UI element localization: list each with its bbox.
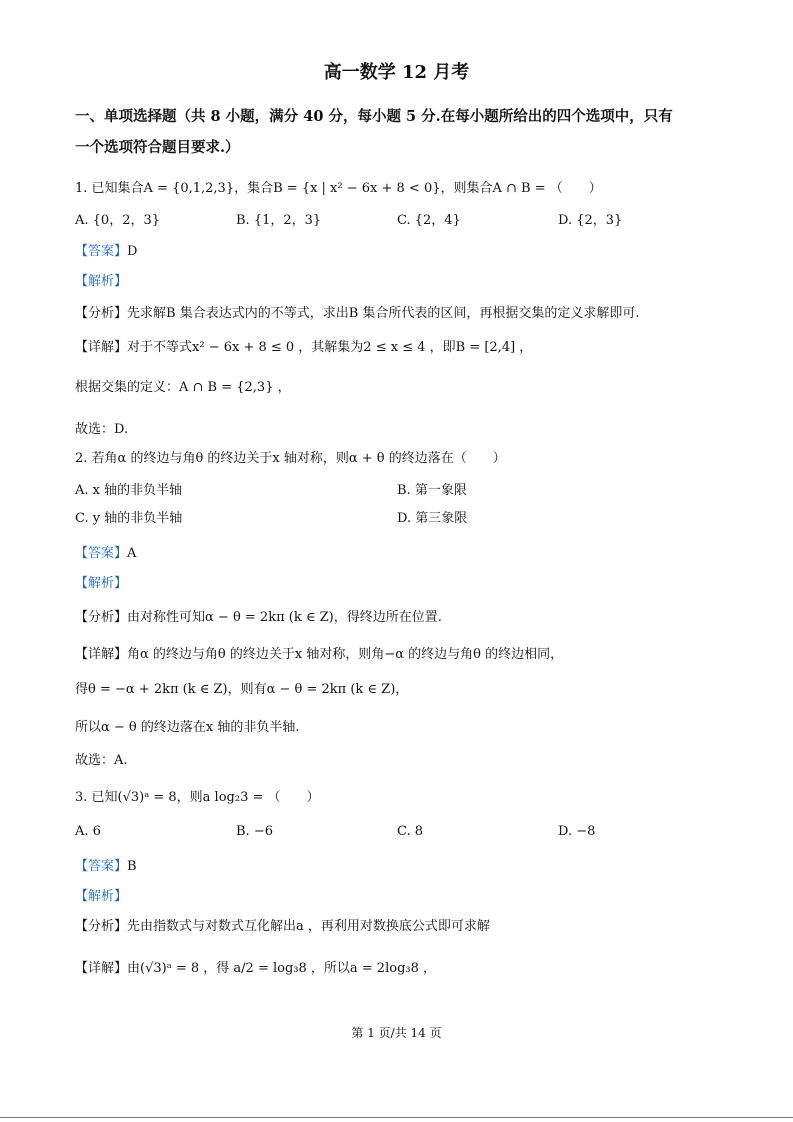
q2-answer: [75, 545, 136, 563]
answer-tag: 【答案】: [75, 244, 128, 259]
q3-analysis: [75, 918, 490, 936]
q3-option-b: B. −6: [236, 824, 273, 839]
page-footer: 第 1 页/共 14 页: [351, 1026, 442, 1040]
q1-option-d: D. {2，3}: [558, 213, 623, 228]
q3-option-a: A. 6: [75, 824, 101, 839]
detail-text: 由(√3)ᵃ = 8 ，得 a/2 = log₃8 ，所以a = 2log₃8 ，: [127, 961, 437, 976]
q2-option-b: B. 第一象限: [397, 483, 467, 498]
answer-value: B: [127, 859, 137, 874]
detail-tag: 【详解】: [75, 647, 128, 662]
q3-option-d: D. −8: [558, 824, 596, 839]
q1-answer: [75, 243, 137, 261]
q2-analysis: [75, 609, 442, 627]
section-heading-line1: 一、单项选择题（共 8 小题，满分 40 分，每小题 5 分.在每小题所给出的四个选项中，只有: [75, 108, 673, 125]
answer-value: D: [127, 244, 138, 259]
q1-detail: [75, 339, 532, 357]
q2-conclusion: 故选：A.: [75, 753, 128, 768]
answer-value: A: [127, 546, 137, 561]
q3-answer: [75, 858, 137, 876]
section-heading-line2: 一个选项符合题目要求.）: [75, 139, 240, 156]
q1-stem: 1. 已知集合A = {0,1,2,3}，集合B = {x | x² − 6x + 8 < 0}，则集合A ∩ B = （ ）: [75, 181, 602, 196]
analysis-tag: 【分析】: [75, 919, 128, 934]
q1-option-b: B. {1，2，3}: [236, 213, 322, 228]
analysis-text: 由对称性可知α − θ = 2kπ (k ∈ Z)，得终边所在位置.: [127, 610, 442, 625]
answer-tag: 【答案】: [75, 859, 128, 874]
q1-option-a: A. {0，2，3}: [75, 213, 161, 228]
q1-conclusion: 故选：D.: [75, 422, 129, 437]
bottom-divider: [0, 1117, 793, 1118]
q2-option-d: D. 第三象限: [397, 511, 468, 526]
detail-tag: 【详解】: [75, 340, 128, 355]
q3-stem: 3. 已知(√3)ᵃ = 8，则a log₂3 = （ ）: [75, 790, 320, 805]
q1-option-c: C. {2，4}: [397, 213, 461, 228]
q1-detail-line2: 根据交集的定义：A ∩ B = {2,3} ，: [75, 380, 291, 395]
q2-detail-line2: 得θ = −α + 2kπ (k ∈ Z)，则有α − θ = 2kπ (k ∈ Z)，: [75, 682, 409, 697]
q2-jiexi-tag: 【解析】: [75, 576, 128, 591]
answer-tag: 【答案】: [75, 546, 128, 561]
q2-detail-line3: 所以α − θ 的终边落在x 轴的非负半轴.: [75, 720, 300, 735]
analysis-text: 先由指数式与对数式互化解出a ，再利用对数换底公式即可求解: [127, 919, 490, 934]
q1-jiexi-tag: 【解析】: [75, 274, 128, 289]
q2-stem: 2. 若角α 的终边与角θ 的终边关于x 轴对称，则α + θ 的终边落在（ ）: [75, 451, 506, 466]
detail-text: 对于不等式x² − 6x + 8 ≤ 0 ，其解集为2 ≤ x ≤ 4 ，即B = [2,4] ，: [127, 340, 533, 355]
q2-option-c: C. y 轴的非负半轴: [75, 511, 183, 526]
q3-detail: [75, 960, 436, 978]
q3-jiexi-tag: 【解析】: [75, 889, 128, 904]
q3-option-c: C. 8: [397, 824, 424, 839]
q1-analysis: [75, 305, 640, 323]
q2-detail: [75, 646, 563, 664]
page-title: 高一数学 12 月考: [323, 62, 470, 83]
analysis-tag: 【分析】: [75, 610, 128, 625]
detail-text: 角α 的终边与角θ 的终边关于x 轴对称，则角−α 的终边与角θ 的终边相同，: [127, 647, 564, 662]
detail-tag: 【详解】: [75, 961, 128, 976]
q2-option-a: A. x 轴的非负半轴: [75, 483, 183, 498]
analysis-tag: 【分析】: [75, 306, 128, 321]
analysis-text: 先求解B 集合表达式内的不等式，求出B 集合所代表的区间，再根据交集的定义求解即可.: [127, 306, 640, 321]
